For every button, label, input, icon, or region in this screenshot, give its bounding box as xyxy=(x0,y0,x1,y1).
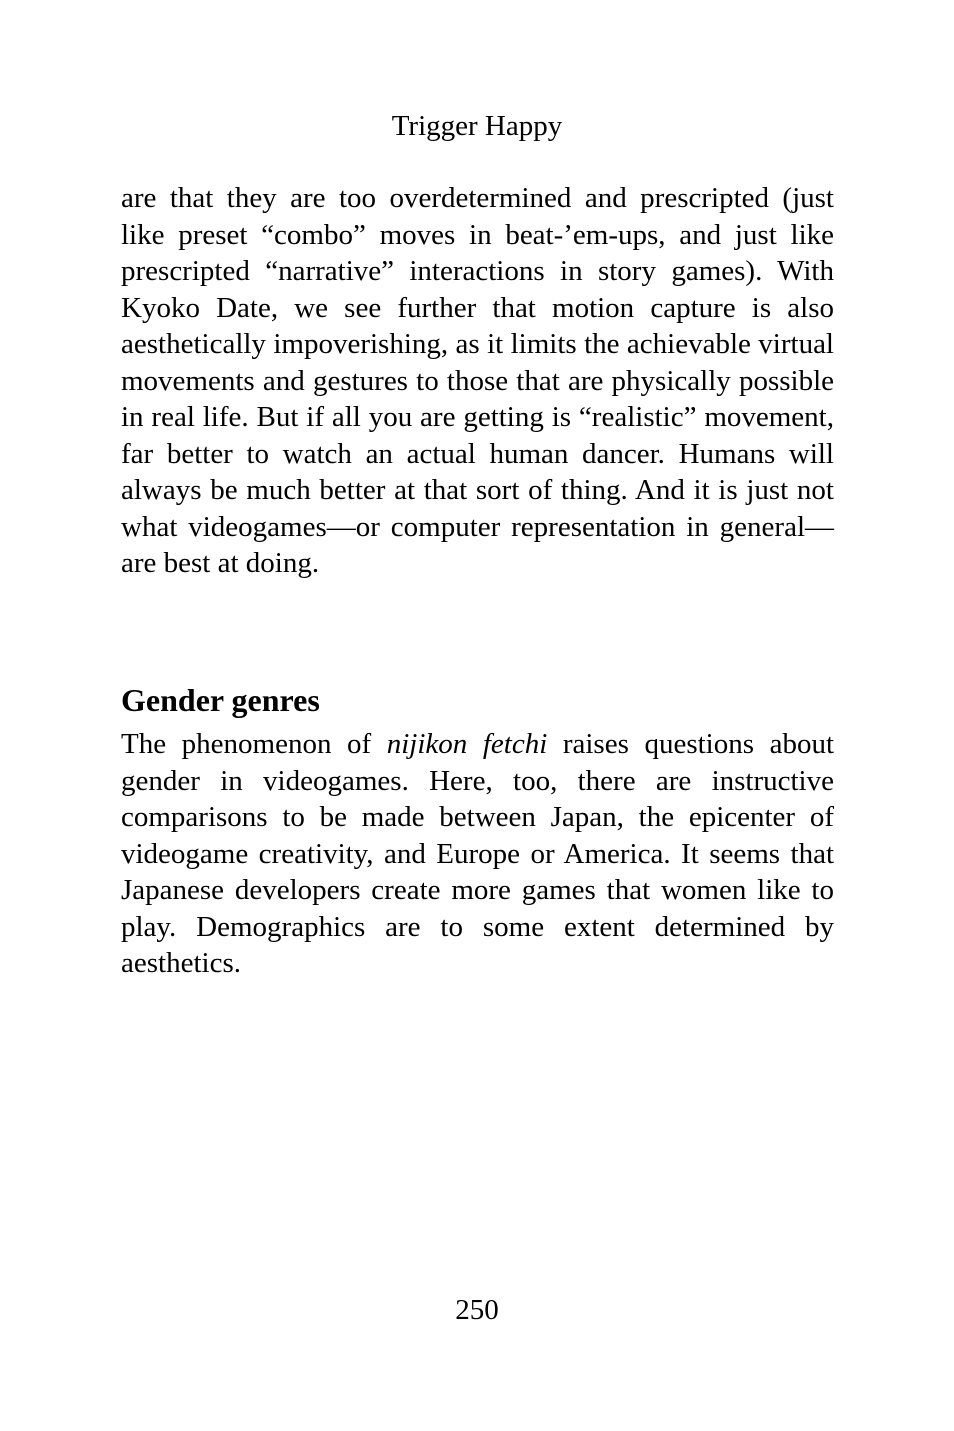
section-heading: Gender genres xyxy=(121,682,320,718)
body-paragraph-2 xyxy=(121,726,834,982)
paragraph-2-text-end: raises questions about gender in videogames. Here, too, there are instructive comparisons to be made between Japan, the epicenter of videogame creativity, and Europe or America. It seems that Japanese developers create more games that women like to play. Demographics are to some extent determined by aesthetics. xyxy=(121,728,834,979)
paragraph-2-italic-term: nijikon fetchi xyxy=(386,728,548,760)
page-number: 250 xyxy=(455,1294,499,1326)
paragraph-2-text-start: The phenomenon of xyxy=(121,728,387,760)
running-head-title: Trigger Happy xyxy=(391,110,563,142)
body-paragraph-1: are that they are too overdetermined and prescripted (just like preset “combo” moves in beat-’em-ups, and just like prescripted “narrative” interactions in story games). With Kyoko Date, we see further that motion capture is also aesthetically impoverishing, as it limits the achievable virtual movements and gestures to those that are physically possible in real life. But if all you are getting is “realistic” movement, far better to watch an actual human dancer. Humans will always be much better at that sort of thing. And it is just not what videogames—or computer representation in general—are best at doing. xyxy=(121,182,834,579)
